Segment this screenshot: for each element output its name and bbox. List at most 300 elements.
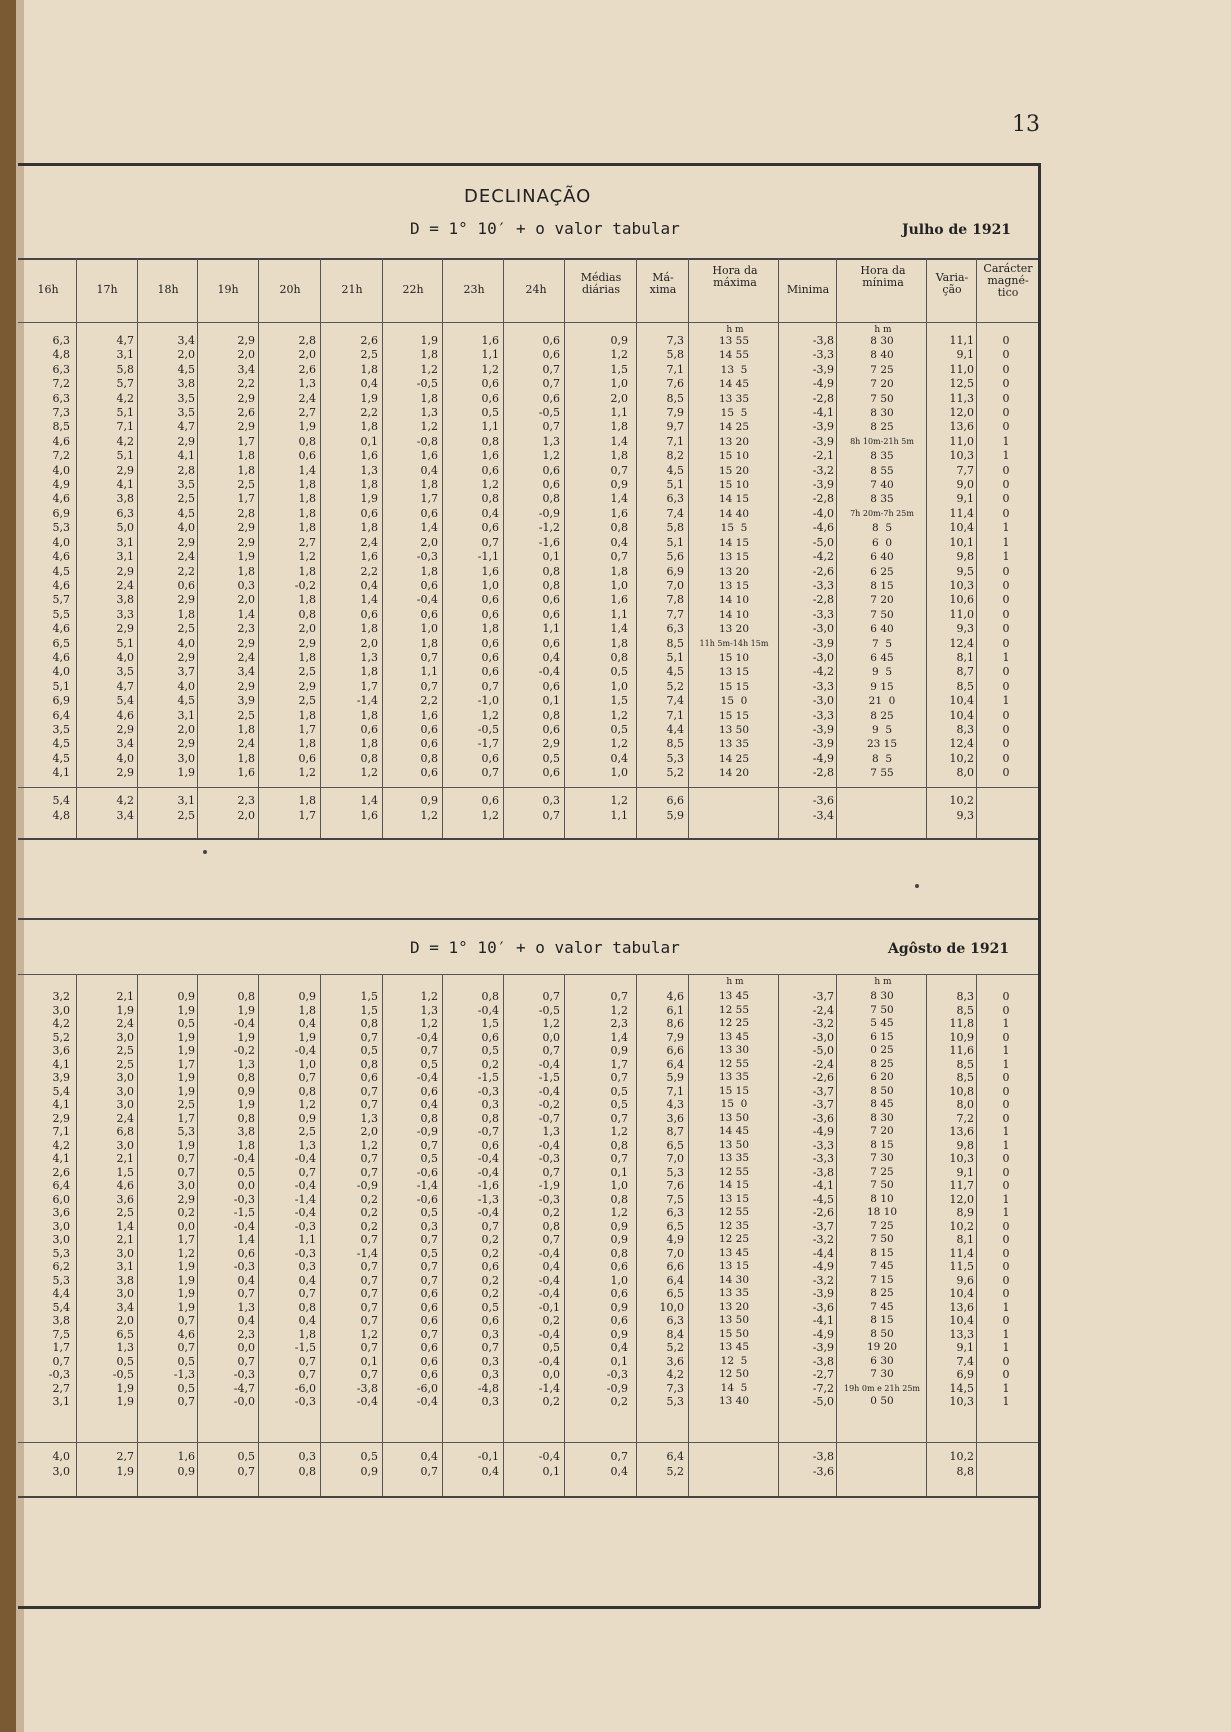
agosto-summary-minima xyxy=(780,1449,834,1479)
agosto-summary-medias-diarias xyxy=(566,1449,628,1479)
table-cell: 7 30 xyxy=(870,1152,894,1164)
table-cell: 0 xyxy=(1002,636,1010,650)
table-cell: 8,1 xyxy=(956,650,974,664)
table-cell: 2,6 xyxy=(52,1165,70,1179)
table-cell: -0,3 xyxy=(538,1152,560,1165)
hdr-variacao: Varia-ção xyxy=(935,271,969,296)
table-cell: 12 5 xyxy=(720,1354,748,1367)
table-cell: 1,0 xyxy=(481,578,499,592)
table-cell: 8,5 xyxy=(956,1003,974,1017)
column-divider xyxy=(258,974,259,1496)
table-cell: 0,5 xyxy=(610,1098,628,1111)
table-cell: 8,5 xyxy=(666,636,684,650)
table-cell: 1,2 xyxy=(542,1017,560,1030)
table-cell: -0,3 xyxy=(294,1246,316,1260)
table-cell: 0,4 xyxy=(237,1314,255,1327)
table-cell: 6,6 xyxy=(666,1260,684,1273)
column-divider xyxy=(137,258,138,838)
table-cell: 7 25 xyxy=(870,1165,894,1178)
table-cell: 2,9 xyxy=(116,564,134,578)
table-cell: 5 45 xyxy=(870,1017,894,1029)
summary-cell: 2,3 xyxy=(237,794,255,807)
table-cell: 1,2 xyxy=(360,766,378,780)
table-cell: 6,4 xyxy=(52,1179,70,1192)
table-cell: 7,7 xyxy=(956,463,974,477)
table-cell: -0,4 xyxy=(538,1327,560,1341)
table-cell: 6 15 xyxy=(870,1030,894,1043)
table-cell: 1,9 xyxy=(116,1003,134,1017)
julho-col-18h xyxy=(139,334,195,781)
agosto-top-rule xyxy=(18,918,1038,920)
summary-cell: 0,4 xyxy=(481,1465,499,1478)
table-cell: 8 30 xyxy=(870,407,894,420)
table-cell: 0,2 xyxy=(610,1395,628,1408)
column-divider xyxy=(442,258,443,838)
table-cell: 7 20 xyxy=(870,378,894,391)
table-cell: 0,8 xyxy=(420,751,438,765)
table-cell: 12 55 xyxy=(718,1057,750,1070)
summary-cell: 3,4 xyxy=(116,809,134,822)
table-cell: 5,4 xyxy=(52,1084,70,1098)
table-cell: 1,8 xyxy=(420,636,438,650)
table-cell: 1,8 xyxy=(237,722,255,736)
julho-summary-16h xyxy=(20,793,70,823)
column-divider xyxy=(382,258,383,838)
table-cell: 13 20 xyxy=(718,435,750,448)
table-cell: 2,0 xyxy=(116,1314,134,1327)
summary-cell: 1,4 xyxy=(360,794,378,807)
table-cell: 4,7 xyxy=(177,420,195,434)
table-cell: 14 20 xyxy=(718,767,750,780)
table-cell: 0,7 xyxy=(542,1044,560,1057)
summary-cell: 3,1 xyxy=(177,794,195,807)
table-cell: -0,4 xyxy=(233,1152,255,1165)
table-cell: 12,4 xyxy=(949,636,974,650)
table-cell: 0,3 xyxy=(237,578,255,592)
summary-cell xyxy=(690,1464,778,1479)
table-cell: -0,4 xyxy=(477,1003,499,1017)
table-cell: 0,1 xyxy=(542,550,560,564)
table-cell: 1,8 xyxy=(360,478,378,492)
summary-cell xyxy=(838,808,926,823)
table-cell: -3,9 xyxy=(812,722,834,736)
table-cell: 8,5 xyxy=(52,420,70,434)
summary-cell: -3,6 xyxy=(812,1465,834,1478)
table-cell: 0,2 xyxy=(481,1287,499,1300)
table-cell: 0,6 xyxy=(298,449,316,463)
julho-col-16h xyxy=(20,334,70,781)
table-cell: 0,8 xyxy=(481,990,499,1003)
table-cell: 10,4 xyxy=(949,708,974,722)
table-cell: 7,1 xyxy=(666,434,684,448)
table-cell: -3,7 xyxy=(812,990,834,1003)
table-cell: -1,2 xyxy=(538,521,560,535)
summary-cell: 0,1 xyxy=(542,1465,560,1478)
table-cell: 0,9 xyxy=(610,1327,628,1341)
table-cell: 0,7 xyxy=(177,1152,195,1165)
table-cell: -0,4 xyxy=(538,1273,560,1287)
agosto-min-hm-label: h m xyxy=(874,977,892,987)
table-cell: -2,4 xyxy=(812,1003,834,1017)
julho-summary-24h xyxy=(506,793,560,823)
table-cell: 0,6 xyxy=(298,751,316,765)
table-cell: 1,5 xyxy=(610,694,628,708)
table-cell: 1 xyxy=(1002,1138,1010,1152)
table-cell: 1,9 xyxy=(177,1044,195,1057)
table-cell: 8,0 xyxy=(956,1098,974,1111)
table-cell: 0,2 xyxy=(481,1233,499,1246)
table-cell: 8 5 xyxy=(871,522,893,535)
table-cell: 2,2 xyxy=(360,406,378,420)
table-cell: 0,8 xyxy=(237,1111,255,1125)
table-cell: 0,6 xyxy=(420,1300,438,1314)
table-cell: 3,3 xyxy=(116,607,134,621)
table-cell: 0,7 xyxy=(610,1152,628,1165)
table-cell: 4,0 xyxy=(52,665,70,679)
table-cell: 10,3 xyxy=(949,1395,974,1408)
table-cell: 4,0 xyxy=(116,650,134,664)
table-cell: 1,8 xyxy=(237,449,255,463)
table-cell: 0,6 xyxy=(481,665,499,679)
table-cell: 4,0 xyxy=(177,521,195,535)
table-cell: 2,5 xyxy=(116,1057,134,1071)
table-cell: -0,2 xyxy=(294,578,316,592)
table-cell: 1,9 xyxy=(177,1260,195,1273)
table-cell: 13 15 xyxy=(718,1192,750,1205)
table-cell: 11h 5m-14h 15m xyxy=(699,638,769,648)
table-cell: 2,9 xyxy=(237,636,255,650)
table-cell: 1,7 xyxy=(177,1111,195,1125)
table-cell: 0,2 xyxy=(360,1192,378,1206)
table-cell: 1,0 xyxy=(610,578,628,592)
table-cell: 0,7 xyxy=(360,1287,378,1300)
table-cell: 3,1 xyxy=(116,535,134,549)
table-cell: 0,8 xyxy=(610,1192,628,1206)
table-cell: 7,1 xyxy=(116,420,134,434)
table-cell: 8 25 xyxy=(870,709,894,722)
summary-cell xyxy=(838,793,926,808)
hdr-18h: 18h xyxy=(157,283,179,296)
table-cell: 1,8 xyxy=(360,708,378,722)
table-cell: 1 xyxy=(1002,1057,1010,1071)
table-cell: 0,5 xyxy=(542,751,560,765)
table-cell: -3,9 xyxy=(812,362,834,376)
table-cell: 0 xyxy=(1002,1354,1010,1368)
table-cell: 0 xyxy=(1002,1071,1010,1084)
table-cell: 1,3 xyxy=(237,1057,255,1071)
table-cell: 8,2 xyxy=(666,449,684,463)
julho-summary-medias-diarias xyxy=(566,793,628,823)
table-cell: -3,7 xyxy=(812,1098,834,1111)
table-cell: 12,0 xyxy=(949,406,974,420)
table-cell: 8 50 xyxy=(870,1084,894,1097)
table-cell: 4,1 xyxy=(52,1057,70,1071)
table-cell: 0,2 xyxy=(481,1273,499,1287)
summary-cell: 1,7 xyxy=(298,809,316,822)
table-cell: 4,9 xyxy=(666,1233,684,1246)
table-cell: 0,7 xyxy=(177,1165,195,1179)
agosto-header-rule xyxy=(18,974,1038,975)
table-cell: 0 xyxy=(1002,1003,1010,1017)
table-cell: 0,0 xyxy=(542,1030,560,1044)
table-cell: 0,3 xyxy=(481,1327,499,1341)
table-cell: 0,6 xyxy=(542,636,560,650)
table-cell: 1,6 xyxy=(420,708,438,722)
table-cell: 8,9 xyxy=(956,1206,974,1219)
table-cell: 2,0 xyxy=(420,535,438,549)
julho-col-20h xyxy=(260,334,316,781)
table-cell: 1,9 xyxy=(360,391,378,405)
table-cell: 3,0 xyxy=(116,1030,134,1044)
table-cell: 0,5 xyxy=(610,1084,628,1098)
table-cell: 7,4 xyxy=(666,694,684,708)
table-cell: 2,6 xyxy=(237,406,255,420)
table-cell: 0,8 xyxy=(542,492,560,506)
summary-cell xyxy=(978,808,1034,823)
summary-cell: 5,2 xyxy=(666,1465,684,1478)
table-cell: 0,7 xyxy=(360,1314,378,1327)
table-cell: 1,8 xyxy=(298,708,316,722)
table-cell: 0,8 xyxy=(481,492,499,506)
hdr-hora-maxima: Hora da máxima xyxy=(712,264,758,289)
table-cell: 14 15 xyxy=(718,1179,750,1191)
table-cell: 1,8 xyxy=(420,478,438,492)
summary-cell: 0,5 xyxy=(360,1450,378,1463)
table-cell: 13,3 xyxy=(949,1327,974,1341)
table-cell: 0 xyxy=(1002,1246,1010,1260)
table-cell: 0,7 xyxy=(360,1300,378,1314)
agosto-col-20h xyxy=(260,990,316,1409)
table-cell: 10,4 xyxy=(949,694,974,708)
table-cell: -0,4 xyxy=(477,1206,499,1219)
summary-cell: 9,3 xyxy=(956,809,974,822)
column-divider xyxy=(778,258,779,838)
table-cell: 0,6 xyxy=(420,607,438,621)
table-cell: -3,8 xyxy=(356,1381,378,1395)
table-cell: 4,1 xyxy=(52,766,70,780)
hdr-medias-diarias: Médias diárias xyxy=(580,271,622,296)
table-cell: 1,8 xyxy=(610,449,628,463)
table-cell: 0,8 xyxy=(610,1138,628,1152)
julho-header-top-rule xyxy=(18,258,1038,260)
table-cell: -2,7 xyxy=(812,1368,834,1381)
table-cell: 0,8 xyxy=(360,1017,378,1030)
table-cell: 0,8 xyxy=(298,434,316,448)
table-cell: -0,3 xyxy=(416,550,438,564)
table-cell: -3,7 xyxy=(812,1219,834,1233)
table-cell: 13 15 xyxy=(718,551,750,564)
table-cell: 13 35 xyxy=(718,1152,750,1164)
table-cell: 1,4 xyxy=(610,434,628,448)
table-cell: 8,0 xyxy=(956,766,974,780)
table-cell: 1,3 xyxy=(360,463,378,477)
table-cell: -4,6 xyxy=(812,521,834,535)
julho-summary-variacao xyxy=(928,793,974,823)
table-cell: 1,5 xyxy=(610,362,628,376)
table-cell: 11,4 xyxy=(949,1246,974,1260)
summary-cell: 0,3 xyxy=(298,1450,316,1463)
table-cell: 1,7 xyxy=(237,492,255,506)
table-cell: 0,6 xyxy=(610,1314,628,1327)
table-cell: 0,1 xyxy=(360,434,378,448)
table-cell: 2,9 xyxy=(177,1192,195,1206)
table-cell: 0,7 xyxy=(360,1273,378,1287)
table-cell: 1,8 xyxy=(237,1138,255,1152)
table-cell: 7 25 xyxy=(870,1219,894,1232)
table-cell: -0,3 xyxy=(606,1368,628,1381)
table-cell: 0,4 xyxy=(420,1098,438,1111)
table-cell: -0,4 xyxy=(233,1017,255,1030)
table-cell: 1,8 xyxy=(298,564,316,578)
table-cell: 7,0 xyxy=(666,1152,684,1165)
table-cell: -0,3 xyxy=(477,1084,499,1098)
table-cell: 0 xyxy=(1002,722,1010,736)
agosto-col-variacao xyxy=(928,990,974,1409)
table-cell: 4,5 xyxy=(177,506,195,520)
hdr-maxima: Má-xima xyxy=(649,271,677,296)
table-cell: 5,6 xyxy=(666,550,684,564)
table-cell: 7,3 xyxy=(52,406,70,420)
table-cell: -3,0 xyxy=(812,622,834,636)
table-cell: 0,9 xyxy=(610,478,628,492)
table-cell: 1,9 xyxy=(298,420,316,434)
table-cell: 1,6 xyxy=(360,550,378,564)
table-cell: 3,5 xyxy=(116,665,134,679)
hdr-16h: 16h xyxy=(37,283,59,296)
table-cell: 7,8 xyxy=(666,593,684,607)
table-cell: 2,3 xyxy=(237,622,255,636)
summary-cell: 0,7 xyxy=(610,1450,628,1463)
table-cell: 14 25 xyxy=(718,421,750,434)
table-cell: 6,9 xyxy=(666,564,684,578)
hdr-17h: 17h xyxy=(96,283,118,296)
table-cell: 1,1 xyxy=(420,665,438,679)
julho-col-caracter xyxy=(978,334,1034,781)
table-cell: 0 xyxy=(1002,1165,1010,1179)
julho-summary-maxima xyxy=(640,793,684,823)
table-cell: 13 20 xyxy=(718,623,750,636)
table-cell: 0,6 xyxy=(481,593,499,607)
julho-col-minima xyxy=(780,334,834,781)
table-cell: 8,7 xyxy=(666,1125,684,1138)
table-cell: 4,5 xyxy=(177,362,195,376)
table-cell: -1,5 xyxy=(538,1071,560,1084)
table-cell: 5,2 xyxy=(52,1030,70,1044)
table-cell: -5,0 xyxy=(812,1044,834,1057)
hdr-hora-minima: Hora da mínima xyxy=(860,264,906,289)
table-cell: 1,9 xyxy=(177,1003,195,1017)
table-cell: 0 xyxy=(1002,377,1010,391)
table-cell: 1,8 xyxy=(360,737,378,751)
hdr-minima: Minima xyxy=(786,283,830,296)
table-cell: 2,4 xyxy=(177,550,195,564)
summary-cell: 1,2 xyxy=(481,809,499,822)
table-cell: 0,4 xyxy=(298,1017,316,1030)
table-cell: 1,6 xyxy=(481,449,499,463)
table-cell: 1,0 xyxy=(610,1179,628,1192)
table-cell: 6,4 xyxy=(52,708,70,722)
table-cell: 4,5 xyxy=(177,694,195,708)
table-cell: 0,6 xyxy=(420,1287,438,1300)
table-cell: -0,4 xyxy=(416,1030,438,1044)
agosto-summary-21h xyxy=(322,1449,378,1479)
table-cell: 3,2 xyxy=(52,990,70,1003)
table-cell: 0,7 xyxy=(360,1165,378,1179)
table-cell: 3,1 xyxy=(116,550,134,564)
table-cell: 15 15 xyxy=(718,709,750,722)
julho-summary-rule xyxy=(18,787,1038,788)
table-cell: -0,3 xyxy=(233,1368,255,1381)
table-cell: 4,6 xyxy=(116,1179,134,1192)
summary-cell xyxy=(690,1449,778,1464)
table-cell: -1,6 xyxy=(477,1179,499,1192)
table-cell: -0,4 xyxy=(538,1246,560,1260)
table-cell: 13 50 xyxy=(718,1111,750,1124)
table-cell: 4,0 xyxy=(116,751,134,765)
agosto-summary-22h xyxy=(384,1449,438,1479)
table-cell: 0 xyxy=(1002,334,1010,347)
table-cell: -3,9 xyxy=(812,434,834,448)
agosto-col-minima xyxy=(780,990,834,1409)
table-cell: 1,4 xyxy=(237,607,255,621)
table-cell: 0,6 xyxy=(420,737,438,751)
table-cell: 0 xyxy=(1002,593,1010,607)
table-cell: 0,5 xyxy=(610,722,628,736)
table-cell: 3,1 xyxy=(116,348,134,362)
table-cell: 0,4 xyxy=(237,1273,255,1287)
table-cell: 0,4 xyxy=(360,578,378,592)
table-cell: 1,6 xyxy=(610,593,628,607)
table-cell: 12,5 xyxy=(949,377,974,391)
table-cell: 0,3 xyxy=(298,1260,316,1273)
table-cell: 0,0 xyxy=(542,1368,560,1381)
table-cell: 0,3 xyxy=(481,1098,499,1111)
table-cell: 1,1 xyxy=(481,420,499,434)
table-cell: 1,8 xyxy=(298,506,316,520)
table-cell: 0,8 xyxy=(237,990,255,1003)
table-cell: 11,7 xyxy=(949,1179,974,1192)
table-cell: 3,0 xyxy=(52,1233,70,1246)
summary-cell: 0,7 xyxy=(420,1465,438,1478)
table-cell: 1,5 xyxy=(481,1017,499,1030)
table-cell: -1,4 xyxy=(294,1192,316,1206)
table-cell: -4,9 xyxy=(812,377,834,391)
table-cell: 0,5 xyxy=(542,1341,560,1354)
julho-col-hora-maxima xyxy=(690,334,778,781)
table-cell: 9,8 xyxy=(956,1138,974,1152)
table-cell: 4,6 xyxy=(177,1327,195,1341)
table-cell: -0,7 xyxy=(538,1111,560,1125)
table-cell: 12 25 xyxy=(718,1017,750,1029)
table-cell: 12 55 xyxy=(718,1206,750,1218)
table-cell: 0,7 xyxy=(298,1165,316,1179)
table-cell: -4,2 xyxy=(812,550,834,564)
table-cell: -6,0 xyxy=(416,1381,438,1395)
table-cell: 1,5 xyxy=(360,990,378,1003)
column-divider xyxy=(320,258,321,838)
summary-cell: 4,2 xyxy=(116,794,134,807)
table-cell: -2,4 xyxy=(812,1057,834,1071)
table-cell: 7 25 xyxy=(870,363,894,376)
table-cell: 1,2 xyxy=(420,420,438,434)
table-cell: -0,4 xyxy=(477,1152,499,1165)
table-cell: 1 xyxy=(1002,1125,1010,1138)
table-cell: 13 30 xyxy=(718,1044,750,1056)
table-cell: 8,4 xyxy=(666,1327,684,1341)
table-cell: 1,8 xyxy=(237,463,255,477)
table-cell: 1,2 xyxy=(298,1098,316,1111)
table-cell: 14 15 xyxy=(718,493,750,506)
